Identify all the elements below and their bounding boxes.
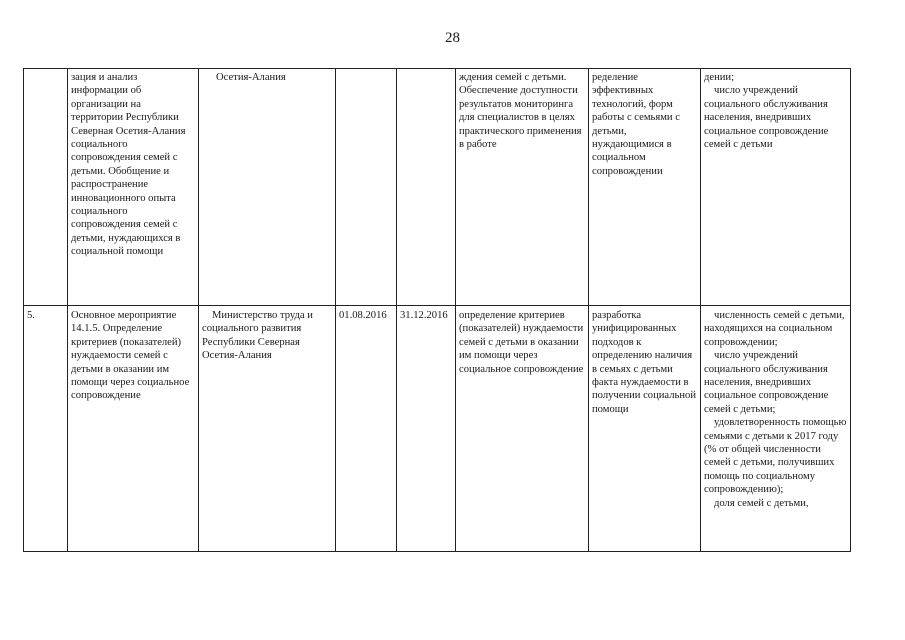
start-date-cell: 01.08.2016: [336, 306, 397, 552]
executor-text: Осетия-Алания: [216, 72, 286, 83]
indicator-item: численность семей с детьми, находящихся на социальном сопровождении;: [704, 310, 845, 348]
executor-text: Министерство труда и социального развития Республики Северная Осетия-Алания: [202, 310, 313, 362]
indicators-cell: [701, 306, 851, 552]
end-date-cell: [397, 69, 456, 306]
content-cell: ждения семей с детьми. Обеспечение доступности результатов мониторинга для специалистов в целях практического применения в работе: [456, 69, 589, 306]
indicator-item: удовлетворенность помощью семьями с детьми к 2017 году (% от общей численности семей с детьми, получивших помощь по социальному сопровождению);: [704, 417, 847, 496]
result-cell: ределение эффективных технологий, форм работы с семьями с детьми, нуждающимися в социальном сопровождении: [589, 69, 701, 306]
row-number-cell: [24, 69, 68, 306]
indicator-item: число учреждений социального обслуживания населения, внедривших социальное сопровождение семей с детьми: [704, 85, 829, 151]
result-cell: разработка унифицированных подходов к определению наличия в семьях с детьми факта нуждаемости в получении социальной помощи: [589, 306, 701, 552]
table-row: [24, 306, 851, 552]
start-date-cell: [336, 69, 397, 306]
indicator-item: дении;: [704, 72, 735, 83]
executor-cell: [199, 306, 336, 552]
indicator-item: доля семей с детьми,: [714, 497, 809, 509]
end-date-cell: 31.12.2016: [397, 306, 456, 552]
program-table: [23, 68, 851, 552]
executor-cell: [199, 69, 336, 306]
table-row: [24, 69, 851, 306]
activity-cell: зация и анализ информации об организации на территории Республики Северная Осетия-Алания социального сопровождения семей с детьми. Обобщение и распространение инновационного опыта социального сопровождения семей с детьми, нуждающихся в социальной помощи: [68, 69, 199, 306]
indicators-cell: [701, 69, 851, 306]
indicator-item: число учреждений социального обслуживания населения, внедривших социальное сопровождение семей с детьми;: [704, 350, 829, 415]
page-number: 28: [445, 30, 460, 46]
activity-cell: Основное мероприятие 14.1.5. Определение критериев (показателей) нуждаемости семей с детьми в оказании им помощи через социальное сопровождение: [68, 306, 199, 552]
content-cell: определение критериев (показателей) нуждаемости семей с детьми в оказании им помощи через социальное сопровождение: [456, 306, 589, 552]
row-number-cell: 5.: [24, 306, 68, 552]
